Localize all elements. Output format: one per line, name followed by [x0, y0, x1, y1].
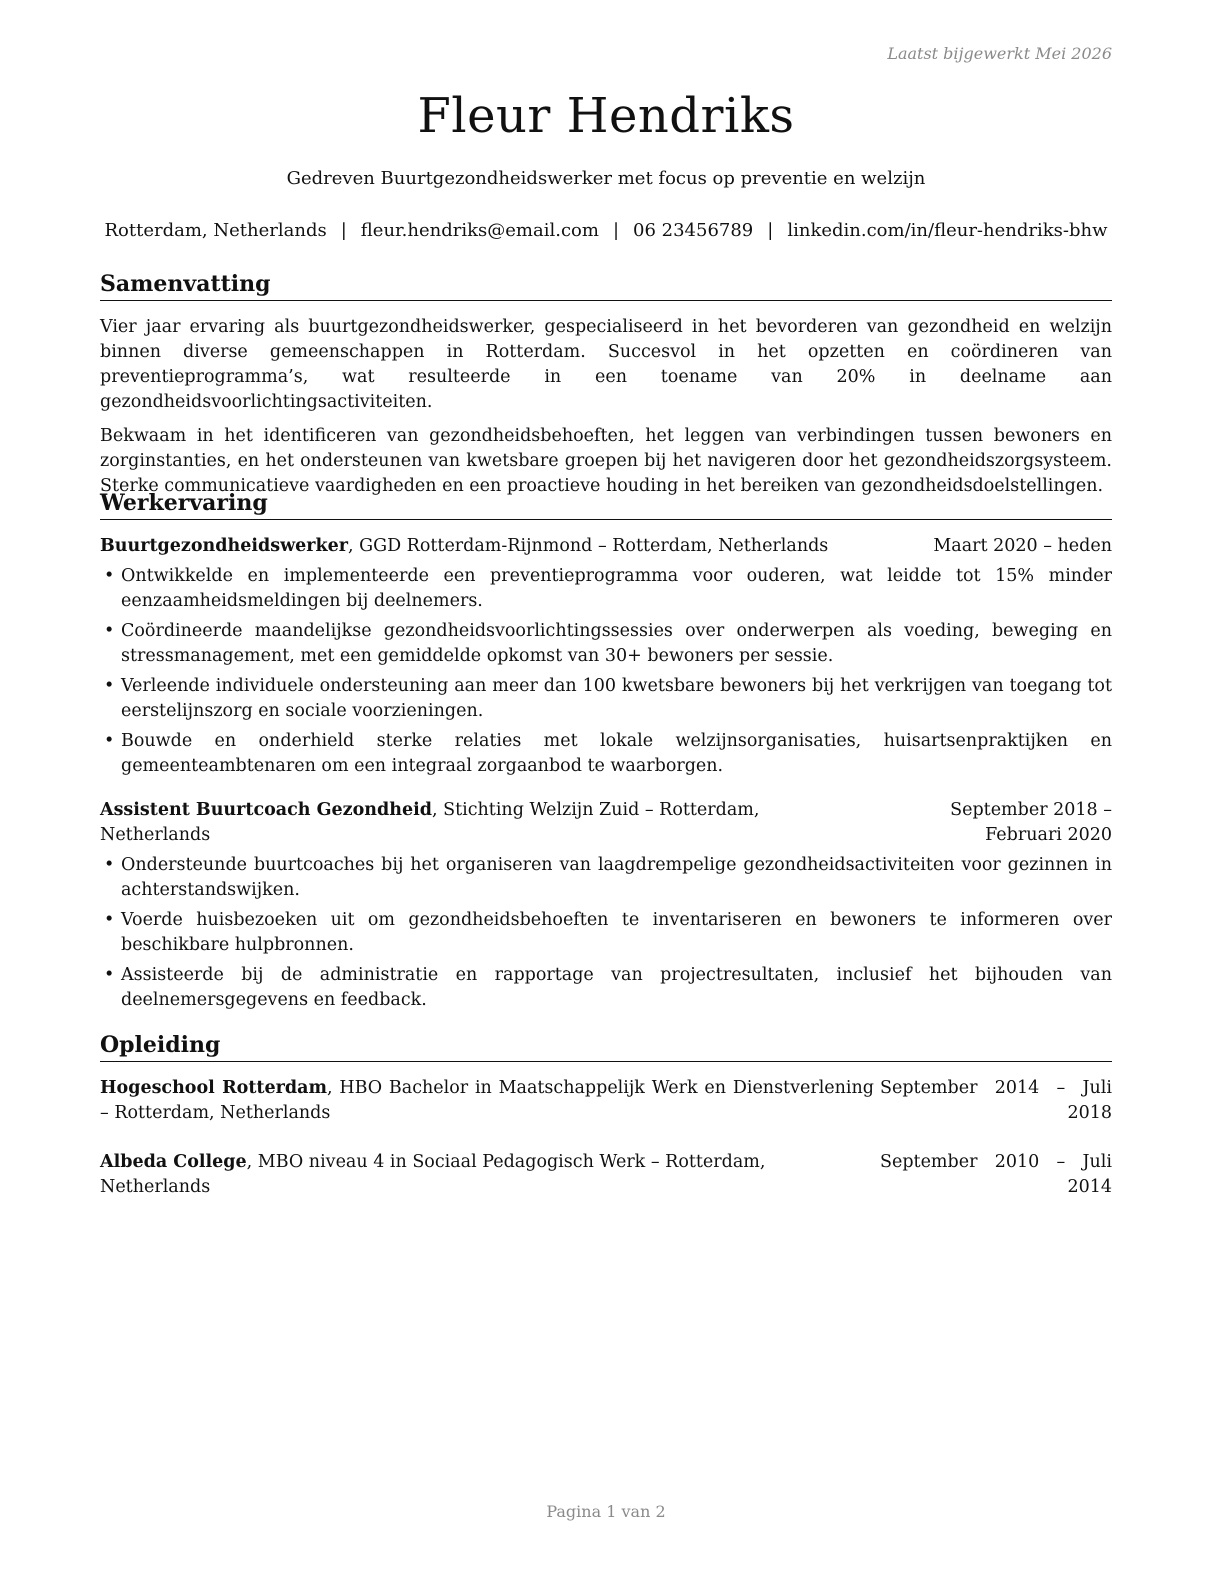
bullet-text: Ontwikkelde en implementeerde een preventieprogramma voor ouderen, wat leidde tot 15% minder eenzaamheidsmeldingen bij deelnemers. — [121, 566, 1112, 611]
bullet-icon: • — [104, 621, 115, 641]
bullet-text: Coördineerde maandelijkse gezondheidsvoorlichtingssessies over onderwerpen als voeding, beweging en stressmanagement, met een gemiddelde opkomst van 30+ bewoners per sessie. — [121, 621, 1112, 666]
job-title-line — [100, 534, 913, 559]
contact-separator: | — [340, 220, 347, 241]
section-title-experience: Werkervaring — [100, 489, 1112, 520]
resume-page — [100, 0, 1112, 1584]
job-entry — [100, 798, 1112, 1013]
bullet-text: Verleende individuele ondersteuning aan meer dan 100 kwetsbare bewoners bij het verkrijgen van toegang tot eerstelijnszorg en sociale voorzieningen. — [121, 676, 1112, 721]
education-entry — [100, 1150, 1112, 1200]
contact-linkedin[interactable]: linkedin.com/in/fleur-hendriks-bhw — [787, 220, 1108, 241]
job-entry — [100, 534, 1112, 779]
job-role: Buurtgezondheidswerker — [100, 536, 348, 556]
job-role: Assistent Buurtcoach Gezondheid — [100, 800, 432, 820]
job-header — [100, 534, 1112, 559]
contact-phone[interactable]: 06 23456789 — [633, 220, 754, 241]
bullet-text: Voerde huisbezoeken uit om gezondheidsbehoeften te inventariseren en bewoners te informeren over beschikbare hulpbronnen. — [121, 910, 1112, 955]
section-title-education: Opleiding — [100, 1031, 1112, 1062]
contact-email[interactable]: fleur.hendriks@email.com — [360, 220, 599, 241]
education-entry — [100, 1076, 1112, 1126]
summary-paragraph: Vier jaar ervaring als buurtgezondheidswerker, gespecialiseerd in het bevorderen van gezondheid en welzijn binnen diverse gemeenschappen in Rotterdam. Succesvol in het opzetten en coördineren van preventieprogramma’s, wat resulteerde in een toename van 20% in deelname aan gezondheidsvoorlichtingsactiviteiten. — [100, 317, 1112, 412]
list-item — [100, 729, 1112, 779]
job-org: , Stichting Welzijn Zuid – Rotterdam, Netherlands — [100, 800, 760, 845]
job-org: , GGD Rotterdam-Rijnmond – Rotterdam, Netherlands — [347, 536, 829, 556]
education-school: Hogeschool Rotterdam — [100, 1078, 327, 1098]
summary-paragraph: Bekwaam in het identificeren van gezondheidsbehoeften, het leggen van verbindingen tussen bewoners en zorginstanties, en het ondersteunen van kwetsbare groepen bij het navigeren door het gezondheidszorgsysteem. Sterke communicatieve vaardigheden en een proactieve houding in het bereiken van gezondheidsdoelstellingen. — [100, 426, 1112, 496]
job-dates: Maart 2020 – heden — [933, 536, 1112, 556]
bullet-icon: • — [104, 566, 115, 586]
job-bullets — [100, 564, 1112, 779]
tagline: Gedreven Buurtgezondheidswerker met focus op preventie en welzijn — [286, 168, 926, 189]
section-title-summary: Samenvatting — [100, 270, 1112, 301]
bullet-icon: • — [104, 910, 115, 930]
job-dates: September 2018 – Februari 2020 — [950, 800, 1112, 845]
experience-section — [100, 489, 1112, 1013]
contact-separator: | — [767, 220, 774, 241]
bullet-icon: • — [104, 676, 115, 696]
education-dates: September 2010 – Juli 2014 — [880, 1152, 1112, 1197]
education-section — [100, 1031, 1112, 1200]
list-item — [100, 619, 1112, 669]
list-item — [100, 674, 1112, 724]
bullet-icon: • — [104, 731, 115, 751]
bullet-icon: • — [104, 965, 115, 985]
contact-line — [100, 220, 1112, 241]
candidate-name: Fleur Hendriks — [417, 88, 795, 144]
list-item — [100, 564, 1112, 614]
education-detail: , HBO Bachelor in Maatschappelijk Werk en Dienstverlening – Rotterdam, Netherlands — [100, 1078, 874, 1123]
education-title-line — [100, 1076, 874, 1126]
education-detail: , MBO niveau 4 in Sociaal Pedagogisch Werk – Rotterdam, Netherlands — [100, 1152, 766, 1197]
job-title-line — [100, 798, 872, 848]
education-school: Albeda College — [100, 1152, 247, 1172]
bullet-icon: • — [104, 855, 115, 875]
list-item — [100, 853, 1112, 903]
job-header — [100, 798, 1112, 848]
bullet-text: Ondersteunde buurtcoaches bij het organiseren van laagdrempelige gezondheidsactiviteiten voor gezinnen in achterstandswijken. — [121, 855, 1112, 900]
summary-section — [100, 270, 1112, 499]
bullet-text: Bouwde en onderhield sterke relaties met lokale welzijnsorganisaties, huisartsenpraktijken en gemeenteambtenaren om een integraal zorgaanbod te waarborgen. — [121, 731, 1112, 776]
list-item — [100, 963, 1112, 1013]
education-title-line — [100, 1150, 874, 1200]
bullet-text: Assisteerde bij de administratie en rapportage van projectresultaten, inclusief het bijhouden van deelnemersgegevens en feedback. — [121, 965, 1112, 1010]
education-dates: September 2014 – Juli 2018 — [880, 1078, 1112, 1123]
list-item — [100, 908, 1112, 958]
contact-separator: | — [612, 220, 620, 241]
page-number: Pagina 1 van 2 — [546, 1502, 666, 1521]
job-bullets — [100, 853, 1112, 1013]
last-updated: Laatst bijgewerkt Mei 2026 — [887, 44, 1112, 63]
contact-location: Rotterdam, Netherlands — [104, 220, 327, 241]
